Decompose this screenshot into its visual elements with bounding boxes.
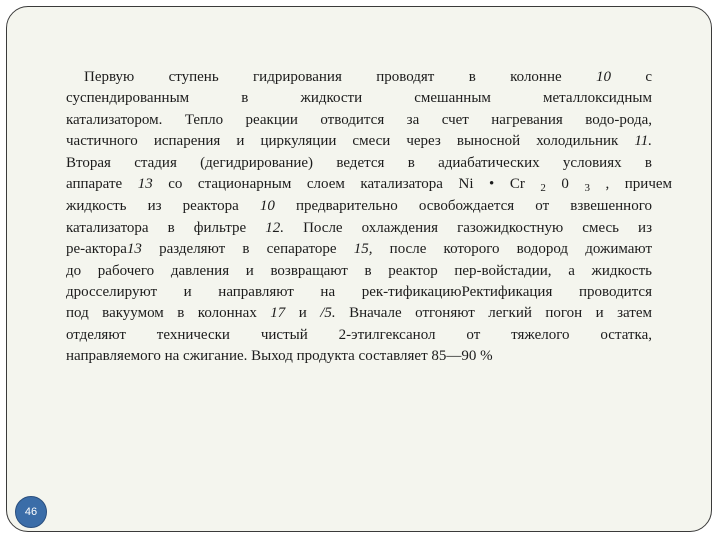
text-line: аппарате 13 со стационарным слоем катализатора Ni • Cr $_2$ 0 $_3$ , причем bbox=[66, 176, 673, 195]
text-line: Вторая стадия (дегидрирование) ведется в адиабатических условиях в bbox=[66, 154, 652, 171]
text-line: Первую ступень гидрирования проводят в колонне 10 с bbox=[84, 69, 652, 85]
text-line: суспендированным в жидкости смешанным металлоксидным bbox=[66, 90, 652, 107]
text-line: направляемого на сжигание. Выход продукта составляет 85—90 % bbox=[66, 348, 493, 365]
text-line: ре-актора13 разделяют в сепараторе 15, после которого водород дожимают bbox=[66, 241, 652, 258]
page-number: 46 bbox=[24, 506, 38, 518]
text-line: катализатором. Тепло реакции отводится за счет нагревания водо-рода, bbox=[66, 111, 652, 128]
slide-frame bbox=[6, 6, 712, 532]
text-line: отделяют технически чистый 2-этилгексанол от тяжелого остатка, bbox=[66, 326, 652, 343]
body-text bbox=[66, 67, 673, 368]
text-line: катализатора в фильтре 12. После охлаждения газожидкостную смесь из bbox=[66, 219, 652, 236]
page-number-badge bbox=[15, 496, 47, 528]
text-line: под вакуумом в колоннах 17 и /5. Вначале отгоняют легкий погон и затем bbox=[66, 305, 653, 322]
text-line: дросселируют и направляют на рек-тификациюРектификация проводится bbox=[66, 284, 652, 301]
text-line: жидкость из реактора 10 предварительно освобождается от взвешенного bbox=[66, 198, 652, 215]
text-line: частичного испарения и циркуляции смеси через выносной холодильник 11. bbox=[66, 133, 652, 150]
text-line: до рабочего давления и возвращают в реактор пер-войстадии, а жидкость bbox=[66, 262, 652, 279]
